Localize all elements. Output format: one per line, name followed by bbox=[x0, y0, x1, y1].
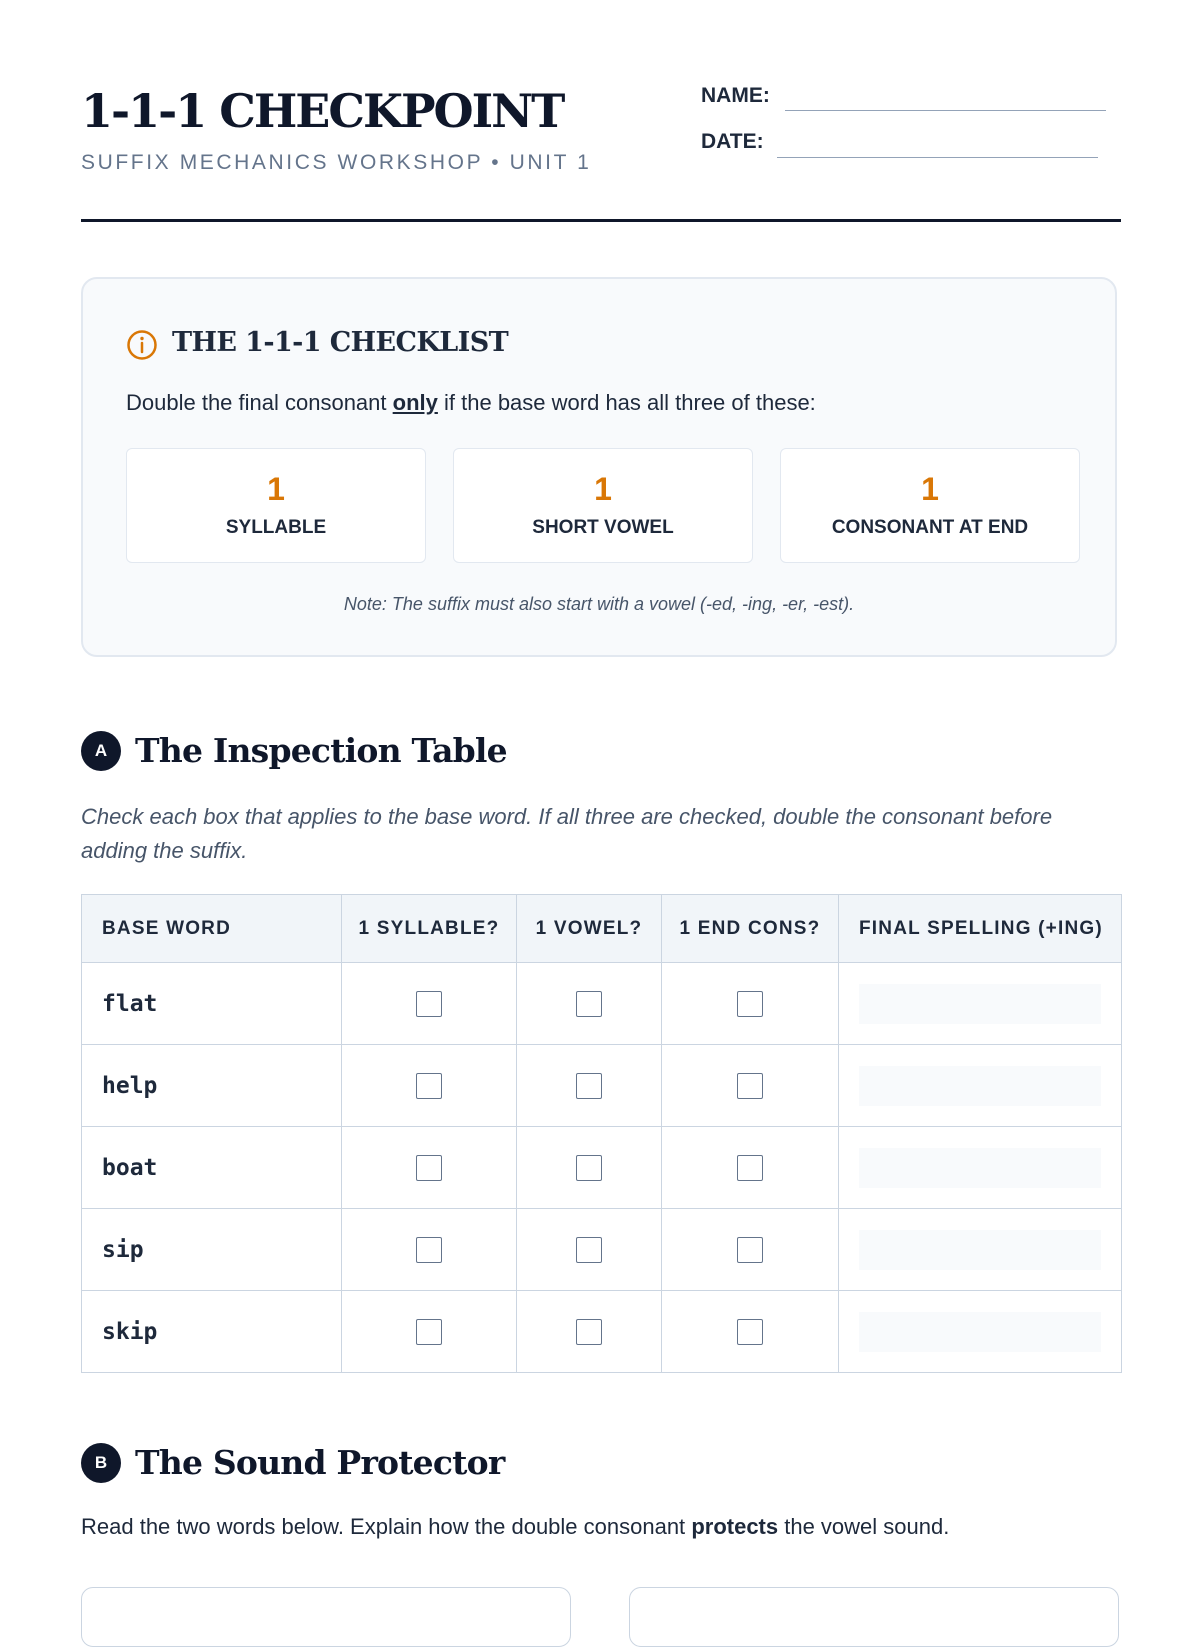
end-consonant-checkbox[interactable] bbox=[737, 991, 763, 1017]
checklist-box bbox=[81, 277, 1117, 657]
instr-text-start: Read the two words below. Explain how the double consonant bbox=[81, 1514, 686, 1539]
checklist-note: Note: The suffix must also start with a vowel (-ed, -ing, -er, -est). bbox=[343, 594, 855, 614]
word-card-right bbox=[629, 1587, 1119, 1647]
base-word: flat bbox=[82, 963, 342, 1045]
table-row bbox=[82, 1291, 1122, 1373]
vowel-checkbox[interactable] bbox=[576, 1237, 602, 1263]
vowel-cell bbox=[517, 1209, 662, 1291]
criterion-card-consonant-at-end bbox=[780, 448, 1080, 563]
criterion-label: CONSONANT AT END bbox=[831, 517, 1029, 538]
date-label: DATE: bbox=[701, 130, 764, 153]
criterion-label: SHORT VOWEL bbox=[532, 517, 674, 538]
intro-text-end: if the base word has all three of these: bbox=[444, 390, 816, 415]
final-spelling-input[interactable] bbox=[859, 1312, 1101, 1352]
base-word: skip bbox=[82, 1291, 342, 1373]
word-card-left bbox=[81, 1587, 571, 1647]
name-field[interactable] bbox=[785, 110, 1106, 111]
section-b-instructions bbox=[81, 1514, 949, 1540]
final-spelling-input[interactable] bbox=[859, 1230, 1101, 1270]
final-spelling-cell bbox=[839, 963, 1122, 1045]
final-spelling-cell bbox=[839, 1045, 1122, 1127]
table-header-row bbox=[82, 895, 1122, 963]
section-b-badge: B bbox=[81, 1443, 121, 1483]
end-consonant-cell bbox=[662, 1209, 839, 1291]
syllable-cell bbox=[342, 1291, 517, 1373]
end-consonant-cell bbox=[662, 1127, 839, 1209]
final-spelling-cell bbox=[839, 1291, 1122, 1373]
base-word: help bbox=[82, 1045, 342, 1127]
instr-emphasis: protects bbox=[691, 1514, 779, 1539]
end-consonant-cell bbox=[662, 1045, 839, 1127]
column-header-final-spelling: FINAL SPELLING (+ING) bbox=[839, 895, 1122, 963]
end-consonant-checkbox[interactable] bbox=[737, 1155, 763, 1181]
base-word: sip bbox=[82, 1209, 342, 1291]
section-b-title: The Sound Protector bbox=[135, 1443, 505, 1482]
criterion-number: 1 bbox=[921, 471, 939, 507]
criterion-number: 1 bbox=[267, 471, 285, 507]
syllable-cell bbox=[342, 1045, 517, 1127]
criterion-card-syllable bbox=[126, 448, 426, 563]
vowel-checkbox[interactable] bbox=[576, 1073, 602, 1099]
vowel-checkbox[interactable] bbox=[576, 1155, 602, 1181]
checklist-title: THE 1-1-1 CHECKLIST bbox=[172, 327, 509, 358]
table-row bbox=[82, 1209, 1122, 1291]
intro-text-start: Double the final consonant bbox=[126, 390, 387, 415]
syllable-checkbox[interactable] bbox=[416, 1155, 442, 1181]
name-label: NAME: bbox=[701, 84, 770, 107]
syllable-checkbox[interactable] bbox=[416, 1237, 442, 1263]
criterion-label: SYLLABLE bbox=[225, 517, 327, 538]
info-icon bbox=[126, 329, 158, 361]
page-subtitle: SUFFIX MECHANICS WORKSHOP • UNIT 1 bbox=[81, 151, 592, 174]
column-header-syllable: 1 SYLLABLE? bbox=[342, 895, 517, 963]
table-row bbox=[82, 1127, 1122, 1209]
section-a-badge: A bbox=[81, 731, 121, 771]
final-spelling-cell bbox=[839, 1209, 1122, 1291]
end-consonant-checkbox[interactable] bbox=[737, 1073, 763, 1099]
vowel-cell bbox=[517, 1291, 662, 1373]
syllable-cell bbox=[342, 1127, 517, 1209]
syllable-checkbox[interactable] bbox=[416, 1073, 442, 1099]
criterion-number: 1 bbox=[594, 471, 612, 507]
vowel-checkbox[interactable] bbox=[576, 991, 602, 1017]
end-consonant-checkbox[interactable] bbox=[737, 1319, 763, 1345]
final-spelling-input[interactable] bbox=[859, 1148, 1101, 1188]
final-spelling-input[interactable] bbox=[859, 984, 1101, 1024]
header-divider bbox=[81, 219, 1121, 222]
end-consonant-cell bbox=[662, 1291, 839, 1373]
syllable-cell bbox=[342, 1209, 517, 1291]
table-row bbox=[82, 963, 1122, 1045]
date-field[interactable] bbox=[777, 157, 1098, 158]
criterion-card-short-vowel bbox=[453, 448, 753, 563]
inspection-table bbox=[81, 894, 1122, 1373]
section-a-title: The Inspection Table bbox=[135, 731, 507, 770]
end-consonant-cell bbox=[662, 963, 839, 1045]
final-spelling-input[interactable] bbox=[859, 1066, 1101, 1106]
end-consonant-checkbox[interactable] bbox=[737, 1237, 763, 1263]
syllable-cell bbox=[342, 963, 517, 1045]
vowel-cell bbox=[517, 1045, 662, 1127]
vowel-cell bbox=[517, 963, 662, 1045]
column-header-end-consonant: 1 END CONS? bbox=[662, 895, 839, 963]
column-header-base-word: BASE WORD bbox=[82, 895, 342, 963]
base-word: boat bbox=[82, 1127, 342, 1209]
intro-emphasis: only bbox=[392, 390, 438, 415]
vowel-checkbox[interactable] bbox=[576, 1319, 602, 1345]
syllable-checkbox[interactable] bbox=[416, 991, 442, 1017]
table-row bbox=[82, 1045, 1122, 1127]
section-a-instructions: Check each box that applies to the base word. If all three are checked, double the consonant before adding the suffix. bbox=[81, 804, 1053, 863]
column-header-vowel: 1 VOWEL? bbox=[517, 895, 662, 963]
final-spelling-cell bbox=[839, 1127, 1122, 1209]
syllable-checkbox[interactable] bbox=[416, 1319, 442, 1345]
vowel-cell bbox=[517, 1127, 662, 1209]
instr-text-end: the vowel sound. bbox=[784, 1514, 950, 1539]
checklist-intro bbox=[126, 390, 816, 416]
page-title: 1-1-1 CHECKPOINT bbox=[81, 84, 564, 138]
